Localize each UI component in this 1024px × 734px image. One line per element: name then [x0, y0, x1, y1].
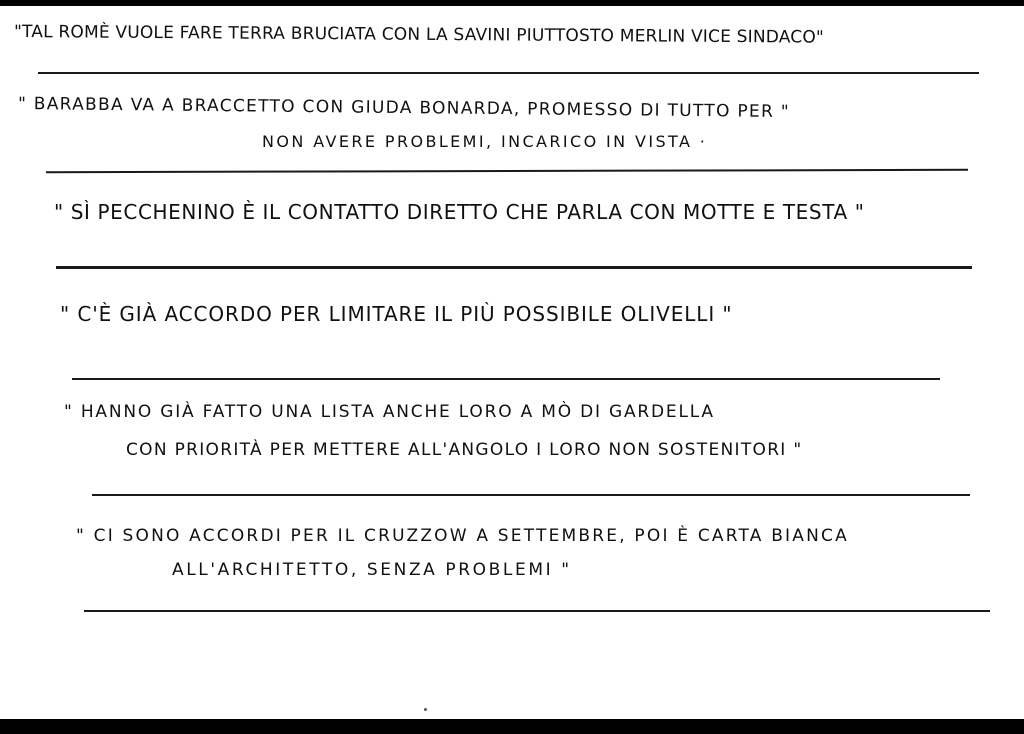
divider-rule-5 — [92, 494, 970, 496]
note-5-line-2: CON PRIORITÀ PER METTERE ALL'ANGOLO I LORO NON SOSTENITORI " — [126, 440, 803, 460]
divider-rule-2 — [46, 169, 968, 173]
handwritten-notes-page — [0, 6, 1024, 719]
note-6-line-2: ALL'ARCHITETTO, SENZA PROBLEMI " — [172, 560, 572, 580]
divider-rule-6 — [84, 610, 990, 612]
divider-rule-3 — [56, 266, 972, 269]
note-6-line-1: " CI SONO ACCORDI PER IL CRUZZOW A SETTEMBRE, POI È CARTA BIANCA — [76, 526, 849, 546]
note-1-line-1: "TAL ROMÈ VUOLE FARE TERRA BRUCIATA CON LA SAVINI PIUTTOSTO MERLIN VICE SINDACO" — [13, 22, 825, 48]
note-2-line-1: " BARABBA VA A BRACCETTO CON GIUDA BONARDA, PROMESSO DI TUTTO PER " — [17, 94, 791, 123]
note-3-line-1: " SÌ PECCHENINO È IL CONTATTO DIRETTO CHE PARLA CON MOTTE E TESTA " — [54, 200, 865, 224]
divider-rule-4 — [72, 378, 940, 380]
note-2-line-2: NON AVERE PROBLEMI, INCARICO IN VISTA · — [262, 132, 708, 151]
note-5-line-1: " HANNO GIÀ FATTO UNA LISTA ANCHE LORO A MÒ DI GARDELLA — [64, 402, 715, 422]
ink-speck — [424, 708, 427, 711]
divider-rule-1 — [38, 72, 979, 74]
note-4-line-1: " C'È GIÀ ACCORDO PER LIMITARE IL PIÙ POSSIBILE OLIVELLI " — [60, 302, 733, 326]
